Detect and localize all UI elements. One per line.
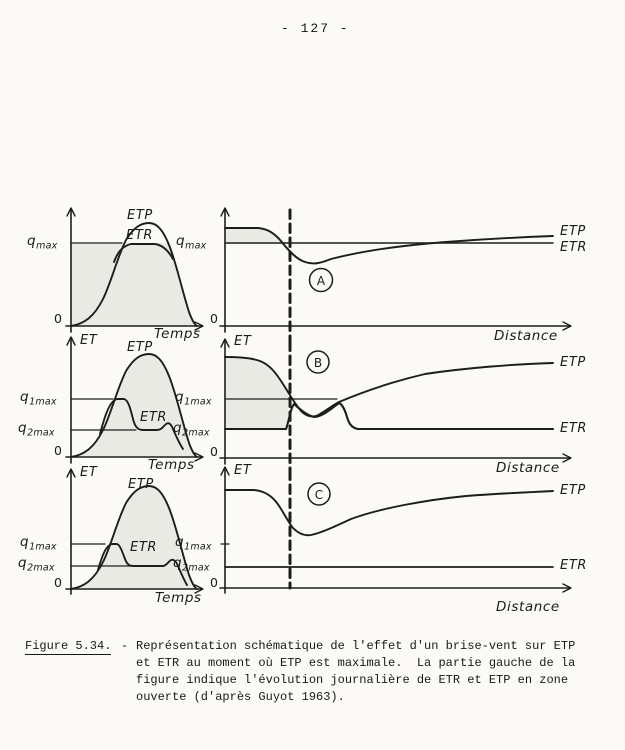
q-sub: 2max (27, 562, 55, 574)
q-base: q (18, 555, 28, 571)
figure-caption-label: Figure 5.34. (25, 639, 112, 653)
q-sub: 1max (29, 396, 57, 408)
marker-a-letter: A (316, 274, 326, 288)
r1l-etr-label: ETR (126, 228, 153, 243)
r1l-xaxis-title: Temps (154, 326, 201, 342)
r2r-etp-label: ETP (560, 355, 586, 370)
q-sub: 1max (184, 541, 212, 553)
r1l-wash-fill (71, 243, 197, 326)
r2l-q1max-label (20, 391, 57, 407)
q-sub: max (36, 240, 58, 252)
r1r-xaxis-title: Distance (494, 328, 558, 344)
r3l-etp-label: ETP (128, 477, 154, 492)
r1l-origin-label: 0 (54, 311, 62, 326)
page-number: - 127 - (281, 21, 350, 36)
q-sub: 1max (29, 541, 57, 553)
q-base: q (27, 233, 37, 249)
figure-caption-line-1: Représentation schématique de l'effet d'un brise-vent sur ETP (136, 639, 576, 653)
r2l-etp-label: ETP (127, 340, 153, 355)
r3l-yaxis-title: ET (80, 465, 98, 480)
r3r-etr-label: ETR (560, 558, 587, 573)
q-sub: max (185, 240, 207, 252)
r3l-origin-label: 0 (54, 575, 62, 590)
r2r-etr-label: ETR (560, 421, 587, 436)
r3l-q1max-label (20, 536, 57, 552)
r3r-xaxis-title: Distance (496, 599, 560, 615)
r3l-xaxis-title: Temps (155, 590, 202, 606)
r1r-etr-label: ETR (560, 240, 587, 255)
q-sub: 2max (182, 562, 210, 574)
marker-b-letter: B (313, 356, 323, 370)
marker-circles (307, 269, 333, 506)
q-base: q (173, 555, 183, 571)
r3r-etp-label: ETP (560, 483, 586, 498)
r3r-origin-label: 0 (210, 575, 218, 590)
r3l-q2max-label (18, 557, 55, 573)
r1r-etp-curve (225, 228, 553, 263)
r1r-origin-label: 0 (210, 311, 218, 326)
r3r-q2max-label (173, 557, 210, 573)
q-base: q (18, 420, 28, 436)
r2l-origin-label: 0 (54, 443, 62, 458)
q-sub: 2max (182, 427, 210, 439)
figure-caption-line-3: figure indique l'évolution journalière de ETR et ETP en zone (136, 673, 569, 687)
r3r-yaxis-title: ET (234, 463, 252, 478)
r2r-q2max-label (173, 422, 210, 438)
figure-caption-line-4: ouverte (d'après Guyot 1963). (136, 690, 345, 704)
q-base: q (173, 420, 183, 436)
r1l-etp-label: ETP (127, 208, 153, 223)
q-sub: 1max (184, 396, 212, 408)
r2r-origin-label: 0 (210, 444, 218, 459)
q-base: q (176, 233, 186, 249)
r3r-q1max-label (175, 536, 212, 552)
r2l-xaxis-title: Temps (148, 457, 195, 473)
q-base: q (175, 534, 185, 550)
r3l-etr-label: ETR (130, 540, 157, 555)
q-base: q (20, 389, 30, 405)
r1r-qmax-label (176, 235, 206, 251)
r2r-wash-fill (225, 357, 288, 429)
marker-c-letter: C (314, 488, 324, 502)
r1l-qmax-label (27, 235, 57, 251)
r2l-yaxis-title: ET (80, 333, 98, 348)
figure-caption-dash: - (121, 639, 129, 653)
r2l-q2max-label (18, 422, 55, 438)
figure-caption-line-2: et ETR au moment où ETP est maximale. La partie gauche de la (136, 656, 576, 670)
r2r-q1max-label (175, 391, 212, 407)
r1r-etp-label: ETP (560, 224, 586, 239)
r2r-yaxis-title: ET (234, 334, 252, 349)
q-sub: 2max (27, 427, 55, 439)
r2r-xaxis-title: Distance (496, 460, 560, 476)
q-base: q (175, 389, 185, 405)
r3r-etp-curve (225, 490, 553, 535)
r2l-etr-label: ETR (140, 410, 167, 425)
q-base: q (20, 534, 30, 550)
